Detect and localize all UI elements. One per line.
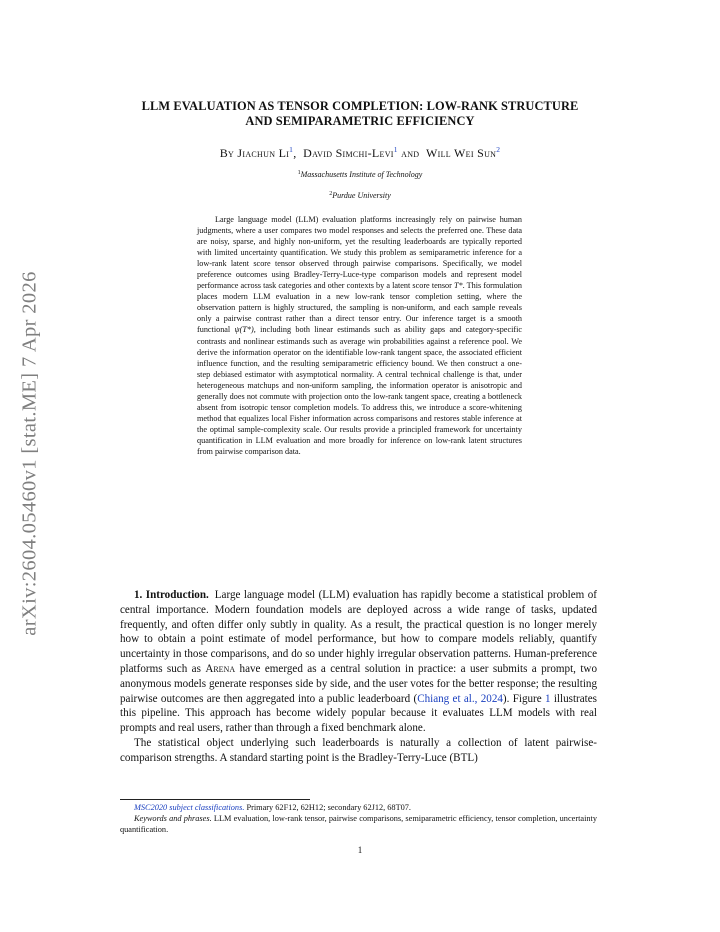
footnote-divider bbox=[120, 799, 310, 800]
affiliation-1: $^1$Massachusetts Institute of Technology bbox=[297, 170, 423, 179]
intro-paragraph-2: The statistical object underlying such leaderboards is naturally a collection of latent pairwise-comparison strengths. A standard starting point is the Bradley-Terry-Luce (BTL) bbox=[120, 736, 597, 764]
msc-link[interactable]: MSC2020 subject classifications. bbox=[134, 803, 245, 812]
arxiv-identifier-stamp bbox=[14, 258, 46, 648]
arena-name: Arena bbox=[205, 662, 236, 675]
page-number: 1 bbox=[357, 845, 363, 855]
author-1-affil[interactable]: 1 bbox=[289, 145, 294, 154]
author-3-affil[interactable]: 2 bbox=[496, 145, 501, 154]
author-by: By bbox=[219, 146, 235, 160]
abstract-paragraph: Large language model (LLM) evaluation platforms increasingly rely on pairwise human judgments, where a user compares two model responses and selects the preferred one. These data are noisy, sparse, and highly non-uniform, yet the resulting leaderboards are typically reported with limited uncertainty quantification. We study this problem as semiparametric inference for a low-rank latent score tensor observed through pairwise comparisons. Specifically, we model preference outcomes using Bradley-Terry-Luce-type comparison models and represent model performance across task categories and other contexts by a latent score tensor T*. This formulation places modern LLM evaluation in a new low-rank tensor completion setting, where the observation pattern is highly structured, the sampling is non-uniform, and each sample reveals only a pairwise contrast rather than a direct tensor entry. Our inference target is a smooth functional ψ(T*), including both linear estimands such as ability gaps and category-specific contrasts and nonlinear estimands such as average win probabilities against a reference pool. We derive the information operator on the identifiable low-rank tangent space, the associated efficient influence function, and the resulting semiparametric efficiency bound. We then construct a one-step debiased estimator with asymptotical normality. A central technical challenge is that, under heterogeneous matchups and non-uniform sampling, the information operator is anisotropic and generally does not commute with projection onto the low-rank tangent space, creating a bottleneck absent from isotropic tensor completion models. To address this, we introduce a score-whitening method that equalizes local Fisher information across comparisons and restores stable inference at the optimal sample-complexity scale. Our results provide a principled framework for uncertainty quantification in LLM evaluation and more broadly for inference on low-rank latent structures from pairwise comparison data. bbox=[197, 215, 522, 456]
functional-symbol: ψ(T*) bbox=[234, 325, 254, 335]
figure-ref-link[interactable]: 1 bbox=[544, 692, 551, 705]
introduction-section bbox=[120, 588, 597, 766]
footnotes bbox=[120, 802, 597, 835]
intro-paragraph-1: 1. Introduction. Large language model (LLM) evaluation has rapidly become a statistical problem of central importance. Modern foundation models are deployed across a wide range of tasks, updated frequently, and often differ only subtly in quality. As a result, the practical question is no longer merely how to obtain a point estimate of model performance, but how to compare models reliably, quantify uncertainty in those comparisons, and do so under highly irregular observation patterns. Human-preference platforms such as Arena have emerged as a central solution in practice: a user submits a prompt, two anonymous models generate responses side by side, and the user votes for the better response; the resulting pairwise outcomes are then aggregated into a public leaderboard (Chiang et al., 2024). Figure 1 illustrates this pipeline. This approach has become widely popular because it evaluates LLM models with real prompts and real users, rather than through a fixed benchmark alone. bbox=[120, 589, 597, 735]
citation-link[interactable]: Chiang et al., 2024 bbox=[417, 692, 503, 705]
author-3: Will Wei Sun bbox=[425, 146, 497, 160]
author-1: Jiachun Li bbox=[237, 146, 290, 160]
author-2-affil[interactable]: 1 bbox=[393, 145, 398, 154]
author-and: and bbox=[401, 146, 420, 160]
tensor-symbol: T* bbox=[453, 281, 463, 291]
title-line-1: LLM EVALUATION AS TENSOR COMPLETION: LOW-RANK STRUCTURE bbox=[141, 99, 579, 113]
section-heading: 1. Introduction. bbox=[134, 589, 209, 601]
keywords: Keywords and phrases. LLM evaluation, low-rank tensor, pairwise comparisons, semiparametric efficiency, tensor completion, uncertainty quantification. bbox=[120, 814, 597, 834]
author-list: By Jiachun Li$^1$, David Simchi-Levi$^1$ and Will Wei Sun$^2$ bbox=[219, 145, 501, 160]
paper-title bbox=[100, 99, 620, 129]
title-line-2: AND SEMIPARAMETRIC EFFICIENCY bbox=[245, 114, 475, 128]
msc-classification: MSC2020 subject classifications. Primary 62F12, 62H12; secondary 62J12, 68T07. bbox=[134, 803, 412, 812]
author-2: David Simchi-Levi bbox=[303, 146, 394, 160]
arxiv-stamp-text: arXiv:2604.05460v1 [stat.ME] 7 Apr 2026 bbox=[18, 270, 41, 636]
abstract bbox=[197, 214, 522, 457]
affiliation-2: $^2$Purdue University bbox=[329, 191, 391, 200]
